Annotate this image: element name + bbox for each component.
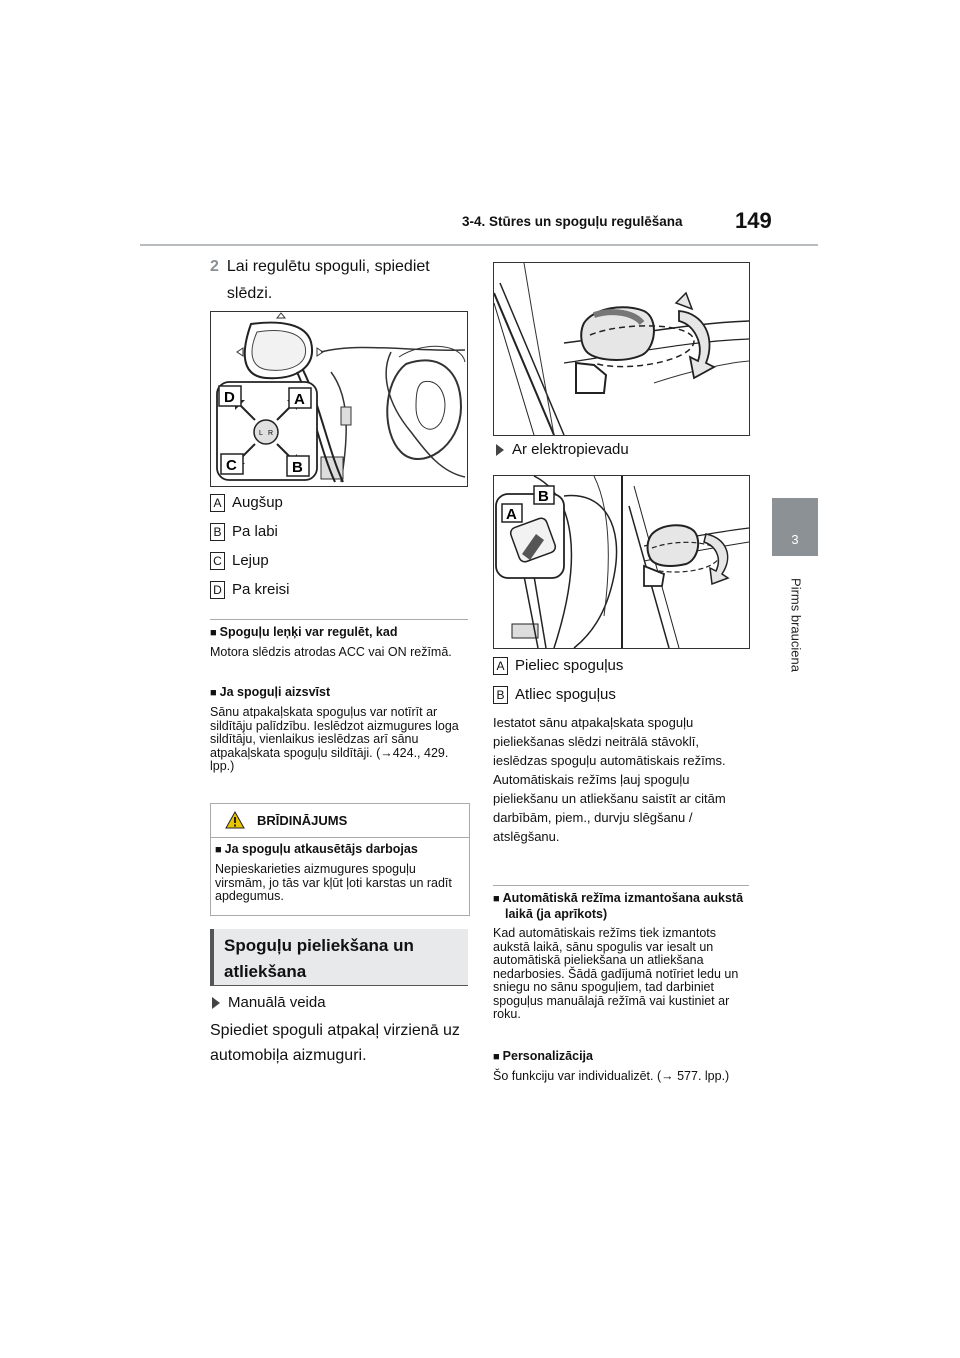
figure-manual-fold [493,262,750,436]
note-personalization-title: ■ Personalizācija [493,1049,593,1063]
page-number: 149 [735,208,772,233]
warning-icon [225,811,245,829]
chapter-title: Pirms brauciena [788,578,804,672]
warning-content [215,842,463,904]
step-number: 2 [210,258,219,275]
chapter-number: 3 [791,532,799,547]
fig1-label-l: L [259,430,263,437]
figure-mirror-switch [210,311,468,487]
note-adjust-title: ■ Spoguļu leņķi var regulēt, kad [210,625,398,639]
banner-title: Spoguļu pieliekšana un atliekšana [224,936,414,981]
legend-a: A Augšup [210,493,283,513]
note-adjust-body: Motora slēdzis atrodas ACC vai ON režīmā. [210,645,452,659]
chapter-tab [772,498,818,556]
section-banner [210,929,468,986]
note-cold [493,891,749,1022]
electric-label: Ar elektropievadu [496,440,629,460]
note-cold-body: Kad automātiskais režīms tiek izmantots aukstā laikā, sānu spogulis var iesalt un automātiskā pieliekšana un atliekšana nedarbosies. Šādā gadījumā notīriet ledu un sniegu no sānu spoguļiem, tad darbiniet spoguļus manuālajā režīmā vai kustiniet ar roku. [493,926,739,1021]
manual-text: Spiediet spoguli atpakaļ virzienā uz automobiļa aizmuguri. [210,1022,460,1064]
note-fog [210,685,464,774]
divider [493,885,749,886]
warning-box [210,803,470,916]
manual-label: Manuālā veida [212,993,326,1013]
note-personalization [493,1049,743,1084]
chapter-title-vertical [768,565,824,685]
section-header: 3-4. Stūres un spoguļu regulēšana [462,214,683,229]
legend-c: C Lejup [210,551,269,571]
legend-unfold: B Atliec spoguļus [493,685,616,705]
fig3-label-a: A [506,506,517,523]
note-fog-body: Sānu atpakaļskata spoguļus var notīrīt ar sildītāju palīdzību. Ieslēdzot aizmugures loga sildītāju, vienlaikus ieslēdzas arī sānu atpakaļskata spoguļu sildītāji. (→424., 429. lpp.) [210,705,459,773]
note-cold-title: ■ Automātiskā režīma izmantošana aukstā laikā (ja aprīkots) [493,891,744,921]
divider [210,619,468,620]
fig1-label-d: D [224,389,235,406]
note-adjust [210,625,468,660]
figure-electric-fold [493,475,750,649]
fig3-label-b: B [538,488,549,505]
fig1-label-r: R [268,430,274,437]
step-2 [210,253,470,307]
fig1-label-a: A [294,391,305,408]
warning-header [211,804,469,838]
warning-body: Nepieskarieties aizmugures spoguļu virsmām, jo tās var kļūt ļoti karstas un radīt apdegumus. [215,862,452,903]
legend-fold: A Pieliec spoguļus [493,656,623,676]
arrow-right-icon [496,444,504,456]
note-fog-title: ■ Ja spoguļi aizsvīst [210,685,331,699]
note-personalization-body: Šo funkciju var individualizēt. (→ 577. lpp.) [493,1069,730,1083]
header-rule [140,244,818,246]
fig1-label-b: B [292,459,303,476]
warning-title: BRĪDINĀJUMS [257,813,348,828]
warning-subtitle: ■ Ja spoguļu atkausētājs darbojas [215,842,418,856]
fig1-label-c: C [226,457,237,474]
auto-mode-text: Iestatot sānu atpakaļskata spoguļu pieliekšanas slēdzi neitrālā stāvoklī, ieslēdzas spoguļu automātiskais režīms. Automātiskais režīms ļauj spoguļu pieliekšanu un atliekšanu saistīt ar citām darbībām, piem., durvju slēgšanu / atslēgšanu. [493,715,726,844]
legend-b: B Pa labi [210,522,278,542]
legend-d: D Pa kreisi [210,580,290,600]
step-text: Lai regulētu spoguli, spiediet slēdzi. [226,258,430,302]
arrow-right-icon [212,997,220,1009]
